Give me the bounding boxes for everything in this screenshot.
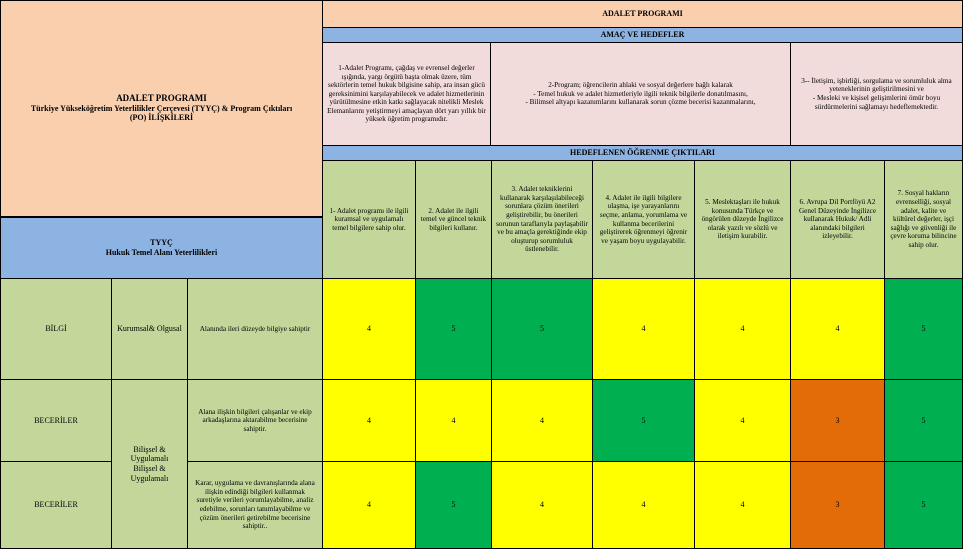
score-cell: 4 [415, 379, 492, 462]
title-block [0, 0, 323, 217]
score-cell: 5 [884, 278, 963, 380]
goals-header: AMAÇ VE HEDEFLER [322, 27, 963, 43]
score-cell: 4 [322, 379, 416, 462]
score-cell: 5 [884, 461, 963, 549]
score-cell: 4 [694, 461, 791, 549]
outcome-3: 3. Adalet tekniklerini kullanarak karşılaşılabileceği sorunlara çözüm önerileri geliştirebilir, bu önerileri sorunun taraflarıyla paylaşabilir ve bu amaçla gerektiğinde ekip oluşturup sorumluluk üstlenebilir. [491, 160, 593, 279]
outcome-2: 2. Adalet ile ilgili temel ve güncel teknik bilgileri kullanır. [415, 160, 492, 279]
goal-2: 2-Program; öğrencilerin ahlaki ve sosyal değerlere bağlı kalarak - Temel hukuk ve adalet hizmetleriyle ilgili teknik bilgilerle donatılmasını, - Bilimsel altyapı kazanımlarını kullanarak sorun çözme becerisi kazanmalarını, [490, 42, 791, 146]
score-cell: 4 [322, 461, 416, 549]
outcome-1: 1- Adalet programı ile ilgili kuramsal ve uygulamalı temel bilgilere sahip olur. [322, 160, 416, 279]
row-3-category: BECERİLER [0, 461, 112, 549]
score-cell: 4 [592, 461, 695, 549]
score-cell: 4 [790, 278, 885, 380]
merged-subcategory [111, 379, 188, 549]
score-cell: 4 [491, 379, 593, 462]
score-cell: 4 [592, 278, 695, 380]
program-header: ADALET PROGRAMI [322, 0, 963, 28]
row-1-subcategory: Kurumsal& Olgusal [111, 278, 188, 380]
tyyc-title: TYYÇ [150, 238, 173, 248]
row-1-category: BİLGİ [0, 278, 112, 380]
goal-1: 1-Adalet Programı, çağdaş ve evrensel değerler ışığında, yargı örgütü başta olmak üzere, tüm sektörlerin temel hukuk bilgisine sahip, ara insan gücü gereksinimini karşılayabilecek ve adalet hizmetlerinin yürütülmesine etkin katkı sağlayacak nitelikli Meslek Elemanlarını yetiştirmeyi amaçlayan dört yarı yıllık bir yüksek öğretim programıdır. [322, 42, 491, 146]
score-cell: 3 [790, 461, 885, 549]
merged-subcategory-line-2: Bilişsel & Uygulamalı [130, 464, 169, 483]
title-line-3: (PO) İLİŞKİLERİ [129, 113, 194, 123]
row-1-description: Alanında ileri düzeyde bilgiye sahiptir [187, 278, 323, 380]
outcome-5: 5. Meslektaşları ile hukuk konusunda Türkçe ve öngörülen düzeyde İngilizce olarak yazılı ve sözlü ve iletişim kurabilir. [694, 160, 791, 279]
score-cell: 3 [790, 379, 885, 462]
tyyc-subtitle: Hukuk Temel Alanı Yeterlilikleri [105, 248, 218, 257]
row-2-description: Alana ilişkin bilgileri çalışanlar ve ekip arkadaşlarına aktarabilme becerisine sahiptir. [187, 379, 323, 462]
outcome-7: 7. Sosyal hakların evrenselliği, sosyal adalet, kalite ve kültürel değerler, işçi sağlığı ve güvenliği ile çevre koruma bilincine sahip olur. [884, 160, 963, 279]
score-cell: 4 [322, 278, 416, 380]
outcome-4: 4. Adalet ile ilgili bilgilere ulaşma, işe yarayanlarını seçme, anlama, yorumlama ve kullanma becerilerini geliştirerek öğrenmeyi öğrenir ve yaşam boyu uygulayabilir. [592, 160, 695, 279]
merged-subcategory-line-1: Bilişsel & Uygulamalı [130, 444, 169, 464]
score-cell: 4 [694, 379, 791, 462]
tyyc-block [0, 217, 323, 279]
row-3-description: Karar, uygulama ve davranışlarında alana ilişkin edindiği bilgileri kullanmak suretiyle verileri yorumlayabilme, analiz edebilme, sorunları tanımlayabilme ve çözüm önerileri getirebilme becerisine sahiptir.. [187, 461, 323, 549]
goal-3: 3-- İletişim, işbirliği, sorgulama ve sorumluluk alma yeteneklerinin geliştirilmesini ve - Mesleki ve kişisel gelişimlerini ömür boyu sürdürmelerini sağlamayı hedeflemektedir. [790, 42, 963, 146]
score-cell: 5 [415, 461, 492, 549]
outcomes-header: HEDEFLENEN ÖĞRENME ÇIKTILARI [322, 145, 963, 161]
score-cell: 5 [884, 379, 963, 462]
title-line-2: Türkiye Yükseköğretim Yeterlilikler Çerçevesi (TYYÇ) & Program Çıktıları [30, 103, 293, 113]
row-2-category: BECERİLER [0, 379, 112, 462]
title-line-1: ADALET PROGRAMI [116, 93, 207, 104]
score-cell: 4 [694, 278, 791, 380]
score-cell: 5 [491, 278, 593, 380]
score-cell: 5 [592, 379, 695, 462]
score-cell: 5 [415, 278, 492, 380]
score-cell: 4 [491, 461, 593, 549]
outcome-6: 6. Avrupa Dil Portföyü A2 Genel Düzeyinde İngilizce kullanarak Hukuk/ Adli alanındaki bilgileri izleyebilir. [790, 160, 885, 279]
